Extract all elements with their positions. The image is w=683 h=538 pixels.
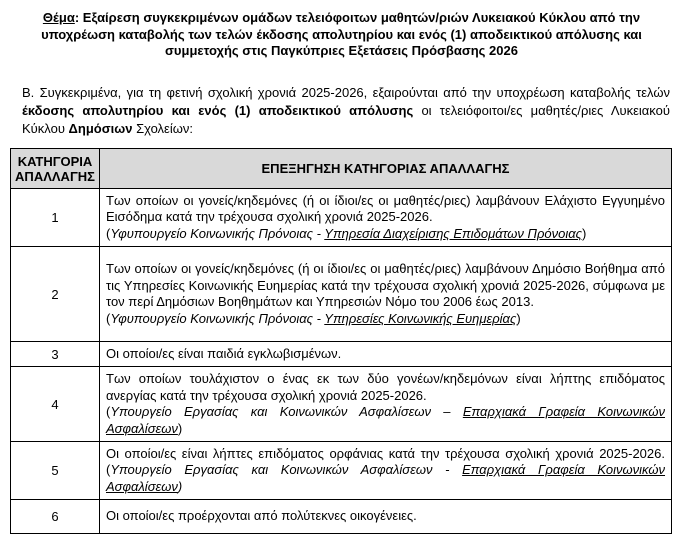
row-number: 3 [11,342,100,367]
header-explanation: ΕΠΕΞΗΓΗΣΗ ΚΑΤΗΓΟΡΙΑΣ ΑΠΑΛΛΑΓΗΣ [100,149,672,189]
row-ministry: Υπουργείο Εργασίας και Κοινωνικών Ασφαλίσεων - [110,462,463,478]
table-row [11,367,672,442]
table-row [11,342,672,367]
subject-text: : Εξαίρεση συγκεκριμένων ομάδων τελειόφοιτων μαθητών/ριών Λυκειακού Κύκλου από την υποχρέωση καταβολής των τελών έκδοσης απολυτηρίου και ενός (1) αποδεικτικού απόλυσης και συμμετοχής στις Παγκύπριες Εξετάσεις Πρόσβασης 2026 [41,10,642,58]
row-text: Των οποίων οι γονείς/κηδεμόνες (ή οι ίδιοι/ες οι μαθητές/ριες) λαμβάνουν Ελάχιστο Εγγυημένο Εισόδημα κατά την τρέχουσα σχολική χρονιά 2025-2026. [106,192,665,225]
table-row [11,442,672,500]
row-service: Επαρχιακά Γραφεία Κοινωνικών Ασφαλίσεων [106,404,666,436]
row-text: Οι οποίοι/ες προέρχονται από πολύτεκνες οικογένειες. [106,508,417,524]
row-number: 1 [11,189,100,247]
header-category: ΚΑΤΗΓΟΡΙΑ ΑΠΑΛΛΑΓΗΣ [11,149,100,189]
intro-text-2: οι τελειόφοιτοι/ες μαθητές/ριες Λυκειακού Κύκλου [22,103,670,136]
row-text: Οι οποίοι/ες είναι λήπτες επιδόματος ορφάνιας κατά την τρέχουσα σχολική χρονιά 2025-2026. [106,445,665,461]
table-header-row [11,149,672,189]
row-ministry: Υφυπουργείο Κοινωνικής Πρόνοιας - [110,225,325,241]
exemption-table [10,148,672,534]
row-description: Των οποίων οι γονείς/κηδεμόνες (ή οι ίδιοι/ες οι μαθητές/ριες) λαμβάνουν Δημόσιο Βοήθημα από τις Υπηρεσίες Κοινωνικής Ευημερίας κατά την τρέχουσα σχολική χρονιά 2025-2026, σύμφωνα με τον περί Δημόσιων Βοηθημάτων και Υπηρεσιών Νόμο του 2006 έως 2013. (Υφυπουργείο Κοινωνικής Πρόνοιας - Υπηρεσίες Κοινωνικής Ευημερίας) [100,247,672,342]
row-text: Οι οποίοι/ες είναι παιδιά εγκλωβισμένων. [106,345,342,361]
row-service: Επαρχιακά Γραφεία Κοινωνικών Ασφαλίσεων [106,462,666,494]
table-row [11,189,672,247]
intro-text-3: Σχολείων: [132,121,194,136]
row-description: Οι οποίοι/ες είναι λήπτες επιδόματος ορφάνιας κατά την τρέχουσα σχολική χρονιά 2025-2026. (Υπουργείο Εργασίας και Κοινωνικών Ασφαλίσεων - Επαρχιακά Γραφεία Κοινωνικών Ασφαλίσεων) [100,442,672,500]
intro-paragraph [22,84,670,138]
intro-text-1: Β. Συγκεκριμένα, για τη φετινή σχολική χρονιά 2025-2026, εξαιρούνται από την υποχρέωση καταβολής τελών [22,85,670,100]
row-ministry: Υπουργείο Εργασίας και Κοινωνικών Ασφαλίσεων – [110,404,463,419]
subject-label: Θέμα [42,10,75,25]
row-number: 4 [11,367,100,442]
intro-bold-2: Δημόσιων [68,121,133,136]
row-number: 6 [11,500,100,534]
row-number: 2 [11,247,100,342]
table-row [11,500,672,534]
row-ministry: Υφυπουργείο Κοινωνικής Πρόνοιας - [110,310,325,326]
row-text: Των οποίων τουλάχιστον ο ένας εκ των δύο γονέων/κηδεμόνων είναι λήπτης επιδόματος ανεργίας κατά την τρέχουσα σχολική χρονιά 2025-2026. [106,371,665,403]
intro-bold-1: έκδοσης απολυτηρίου και ενός (1) αποδεικτικού απόλυσης [22,103,414,118]
row-description: Των οποίων τουλάχιστον ο ένας εκ των δύο γονέων/κηδεμόνων είναι λήπτης επιδόματος ανεργίας κατά την τρέχουσα σχολική χρονιά 2025-2026. (Υπουργείο Εργασίας και Κοινωνικών Ασφαλίσεων – Επαρχιακά Γραφεία Κοινωνικών Ασφαλίσεων) [100,367,672,442]
row-description [100,342,672,367]
row-description: Των οποίων οι γονείς/κηδεμόνες (ή οι ίδιοι/ες οι μαθητές/ριες) λαμβάνουν Ελάχιστο Εγγυημένο Εισόδημα κατά την τρέχουσα σχολική χρονιά 2025-2026. (Υφυπουργείο Κοινωνικής Πρόνοιας - Υπηρεσία Διαχείρισης Επιδομάτων Πρόνοιας) [100,189,672,247]
row-number: 5 [11,442,100,500]
row-description [100,500,672,534]
row-service: Υπηρεσία Διαχείρισης Επιδομάτων Πρόνοιας [324,225,582,241]
table-row [11,247,672,342]
document-subject [8,10,675,60]
row-service: Υπηρεσίες Κοινωνικής Ευημερίας [324,310,517,326]
row-text: Των οποίων οι γονείς/κηδεμόνες (ή οι ίδιοι/ες οι μαθητές/ριες) λαμβάνουν Δημόσιο Βοήθημα από τις Υπηρεσίες Κοινωνικής Ευημερίας κατά την τρέχουσα σχολική χρονιά 2025-2026, σύμφωνα με τον περί Δημόσιων Βοηθημάτων και Υπηρεσιών Νόμο του 2006 έως 2013. [106,261,665,309]
